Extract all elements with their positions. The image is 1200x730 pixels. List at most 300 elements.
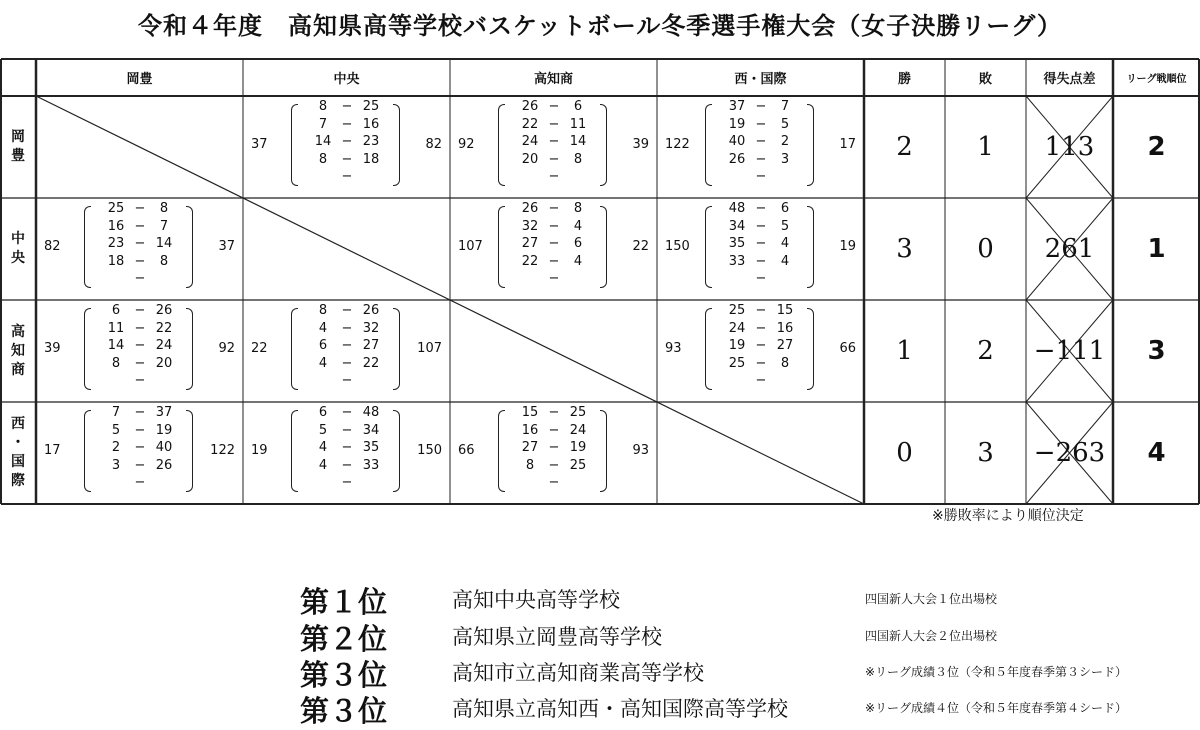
own-total: 82 <box>44 239 61 254</box>
match-cell <box>657 300 864 402</box>
quarter-row <box>105 253 175 271</box>
right-bracket <box>186 308 193 390</box>
right-bracket <box>393 104 400 186</box>
quarter-row <box>519 133 589 151</box>
dash: − <box>755 99 767 114</box>
point-diff-cell: −263 <box>1033 438 1106 468</box>
quarter-own: 22 <box>521 116 539 132</box>
quarter-row <box>726 302 796 320</box>
quarter-row <box>312 98 382 116</box>
dash: − <box>134 440 146 455</box>
quarter-own: 26 <box>521 201 539 216</box>
dash: − <box>134 422 146 438</box>
dash: − <box>341 422 353 438</box>
quarter-opponent: 5 <box>780 218 790 234</box>
dash: − <box>341 338 353 353</box>
dash: − <box>755 134 767 149</box>
quarter-own: 3 <box>111 457 121 473</box>
row-team-char: 豊 <box>11 148 25 164</box>
quarter-opponent: 8 <box>573 151 583 167</box>
dash: − <box>548 201 560 216</box>
opponent-total: 82 <box>425 137 442 152</box>
quarter-opponent: 4 <box>573 253 583 269</box>
quarter-row <box>519 200 589 218</box>
quarter-own: 26 <box>728 151 746 167</box>
quarter-row <box>105 200 175 218</box>
left-bracket <box>498 104 505 186</box>
dash: − <box>755 373 767 388</box>
quarter-row <box>312 151 382 169</box>
quarter-opponent: 22 <box>155 320 173 336</box>
quarter-row <box>726 116 796 134</box>
quarter-own: 32 <box>521 218 539 234</box>
quarter-row <box>312 133 382 151</box>
dash: − <box>134 218 146 234</box>
dash: − <box>341 373 353 388</box>
quarter-row <box>726 253 796 271</box>
dash: − <box>134 338 146 353</box>
dash: − <box>341 151 353 167</box>
match-cell <box>657 96 864 198</box>
result-school: 高知県立岡豊高等学校 <box>452 625 662 649</box>
quarter-own: 6 <box>318 338 328 353</box>
quarter-scores <box>105 404 175 492</box>
right-bracket <box>807 206 814 288</box>
opponent-total: 19 <box>839 239 856 254</box>
quarter-opponent: 32 <box>362 320 380 336</box>
quarter-row-empty <box>726 168 796 186</box>
wins-cell: 0 <box>896 438 913 468</box>
quarter-opponent: 24 <box>155 338 173 353</box>
match-cell <box>36 402 243 504</box>
dash: − <box>134 320 146 336</box>
quarter-scores <box>726 302 796 390</box>
right-bracket <box>807 104 814 186</box>
row-team-name <box>0 198 36 300</box>
dash: − <box>548 218 560 234</box>
quarter-opponent: 19 <box>155 422 173 438</box>
dash: − <box>755 320 767 336</box>
row-team-char: 西 <box>11 416 25 432</box>
quarter-scores <box>312 302 382 390</box>
quarter-own: 14 <box>314 134 332 149</box>
dash: − <box>548 151 560 167</box>
result-row <box>300 689 1200 728</box>
dash: − <box>341 134 353 149</box>
quarter-row <box>726 98 796 116</box>
dash: − <box>134 355 146 371</box>
dash: − <box>548 134 560 149</box>
quarter-own: 8 <box>318 99 328 114</box>
quarter-own: 48 <box>728 201 746 216</box>
quarter-opponent: 18 <box>362 151 380 167</box>
quarter-row-empty <box>726 372 796 390</box>
dash: − <box>755 271 767 286</box>
quarter-row <box>312 320 382 338</box>
header-wins: 勝 <box>897 71 911 87</box>
header-team: 中央 <box>333 71 360 87</box>
left-bracket <box>84 206 91 288</box>
quarter-own: 27 <box>521 440 539 455</box>
dash: − <box>548 475 560 490</box>
quarter-row <box>105 320 175 338</box>
quarter-scores <box>726 200 796 288</box>
quarter-opponent: 33 <box>362 457 380 473</box>
header-team: 岡豊 <box>126 71 153 87</box>
row-team-char: 際 <box>11 473 25 489</box>
quarter-row <box>726 133 796 151</box>
row-team-char: 知 <box>11 342 25 359</box>
quarter-row <box>312 302 382 320</box>
quarter-row <box>105 355 175 373</box>
quarter-row <box>105 337 175 355</box>
quarter-opponent: 25 <box>362 99 380 114</box>
quarter-own: 7 <box>111 405 121 420</box>
quarter-opponent: 24 <box>569 422 587 438</box>
quarter-own: 19 <box>728 116 746 132</box>
right-bracket <box>600 206 607 288</box>
quarter-row <box>726 218 796 236</box>
quarter-own: 4 <box>318 457 328 473</box>
dash: − <box>341 355 353 371</box>
point-diff-cell: 261 <box>1044 234 1095 264</box>
own-total: 150 <box>665 239 690 254</box>
quarter-scores <box>726 98 796 186</box>
quarter-row <box>105 422 175 440</box>
header-losses: 敗 <box>978 71 992 87</box>
quarter-own: 23 <box>107 236 125 251</box>
quarter-opponent: 26 <box>155 457 173 473</box>
dash: − <box>755 116 767 132</box>
quarter-opponent: 15 <box>776 303 794 318</box>
row-team-char: 高 <box>11 323 25 340</box>
quarter-own: 22 <box>521 253 539 269</box>
quarter-row-empty <box>519 270 589 288</box>
left-bracket <box>291 410 298 492</box>
quarter-opponent: 25 <box>569 405 587 420</box>
quarter-opponent: 22 <box>362 355 380 371</box>
dash: − <box>755 338 767 353</box>
quarter-row <box>105 235 175 253</box>
quarter-opponent: 14 <box>569 134 587 149</box>
quarter-opponent: 20 <box>155 355 173 371</box>
opponent-total: 66 <box>839 341 856 356</box>
result-place: 第２位 <box>300 622 388 656</box>
quarter-row <box>726 320 796 338</box>
dash: − <box>548 169 560 184</box>
dash: − <box>134 236 146 251</box>
quarter-own: 14 <box>107 338 125 353</box>
quarter-own: 6 <box>111 303 121 318</box>
quarter-opponent: 8 <box>159 253 169 269</box>
quarter-row <box>519 439 589 457</box>
quarter-row-empty <box>519 474 589 492</box>
wins-cell: 2 <box>896 132 913 162</box>
quarter-opponent: 8 <box>573 201 583 216</box>
match-cell <box>450 96 657 198</box>
point-diff-cell: 113 <box>1044 132 1095 162</box>
opponent-total: 122 <box>210 443 235 458</box>
result-remark: 四国新人大会１位出場校 <box>865 592 998 606</box>
quarter-row-empty <box>312 474 382 492</box>
quarter-own: 18 <box>107 253 125 269</box>
rank-cell: 1 <box>1147 234 1166 264</box>
opponent-total: 93 <box>632 443 649 458</box>
quarter-opponent: 14 <box>155 236 173 251</box>
quarter-row <box>726 200 796 218</box>
quarter-row <box>726 337 796 355</box>
dash: − <box>341 440 353 455</box>
dash: − <box>134 457 146 473</box>
quarter-opponent: 26 <box>155 303 173 318</box>
quarter-opponent: 5 <box>780 116 790 132</box>
quarter-opponent: 7 <box>159 218 169 234</box>
quarter-own: 40 <box>728 134 746 149</box>
quarter-row <box>519 457 589 475</box>
ranking-note: ※勝敗率により順位決定 <box>932 508 1084 524</box>
quarter-row-empty <box>519 168 589 186</box>
dash: − <box>134 373 146 388</box>
quarter-row <box>105 218 175 236</box>
left-bracket <box>84 308 91 390</box>
header-rank: リーグ戦順位 <box>1126 73 1187 85</box>
dash: − <box>548 422 560 438</box>
header-point-diff: 得失点差 <box>1043 71 1096 87</box>
result-remark: ※リーグ成績４位（令和５年度春季第４シード） <box>865 701 1128 715</box>
quarter-opponent: 27 <box>776 338 794 353</box>
match-cell <box>36 300 243 402</box>
dash: − <box>341 457 353 473</box>
row-team-char: ・ <box>11 435 25 451</box>
quarter-row <box>519 404 589 422</box>
own-total: 19 <box>251 443 268 458</box>
quarter-opponent: 8 <box>159 201 169 216</box>
dash: − <box>755 218 767 234</box>
quarter-opponent: 26 <box>362 303 380 318</box>
dash: − <box>341 169 353 184</box>
dash: − <box>755 303 767 318</box>
quarter-scores <box>105 200 175 288</box>
opponent-total: 37 <box>218 239 235 254</box>
dash: − <box>755 253 767 269</box>
rank-cell: 2 <box>1147 132 1166 162</box>
row-team-char: 中 <box>11 231 25 247</box>
quarter-own: 35 <box>728 236 746 251</box>
opponent-total: 22 <box>632 239 649 254</box>
right-bracket <box>807 308 814 390</box>
dash: − <box>548 271 560 286</box>
quarter-own: 25 <box>728 355 746 371</box>
quarter-own: 2 <box>111 440 121 455</box>
dash: − <box>755 169 767 184</box>
page-title: 令和４年度 高知県高等学校バスケットボール冬季選手権大会（女子決勝リーグ） <box>137 12 1063 40</box>
row-team-char: 商 <box>11 361 25 378</box>
losses-cell: 1 <box>977 132 994 162</box>
quarter-own: 16 <box>521 422 539 438</box>
quarter-opponent: 4 <box>573 218 583 234</box>
left-bracket <box>705 308 712 390</box>
quarter-opponent: 48 <box>362 405 380 420</box>
match-cell <box>450 198 657 300</box>
result-place: 第１位 <box>300 585 388 619</box>
quarter-own: 5 <box>318 422 328 438</box>
own-total: 22 <box>251 341 268 356</box>
result-row <box>300 653 1200 692</box>
quarter-scores <box>519 404 589 492</box>
quarter-row <box>519 116 589 134</box>
dash: − <box>341 303 353 318</box>
quarter-own: 24 <box>728 320 746 336</box>
quarter-row-empty <box>312 168 382 186</box>
wins-cell: 3 <box>896 234 913 264</box>
quarter-row-empty <box>105 372 175 390</box>
quarter-row <box>519 98 589 116</box>
right-bracket <box>186 410 193 492</box>
match-cell <box>657 198 864 300</box>
quarter-opponent: 6 <box>780 201 790 216</box>
left-bracket <box>705 206 712 288</box>
quarter-row <box>312 116 382 134</box>
quarter-row <box>726 151 796 169</box>
quarter-row <box>312 439 382 457</box>
quarter-scores <box>312 404 382 492</box>
quarter-opponent: 27 <box>362 338 380 353</box>
losses-cell: 2 <box>977 336 994 366</box>
quarter-own: 37 <box>728 99 746 114</box>
row-team-name <box>0 300 36 402</box>
opponent-total: 17 <box>839 137 856 152</box>
dash: − <box>134 475 146 490</box>
row-team-name <box>0 402 36 504</box>
dash: − <box>548 457 560 473</box>
dash: − <box>134 201 146 216</box>
opponent-total: 92 <box>218 341 235 356</box>
quarter-row <box>726 355 796 373</box>
result-remark: ※リーグ成績３位（令和５年度春季第３シード） <box>865 665 1128 679</box>
row-team-char: 国 <box>11 454 25 470</box>
point-diff-cell: −111 <box>1033 336 1106 366</box>
dash: − <box>755 355 767 371</box>
result-place: 第３位 <box>300 658 388 692</box>
own-total: 107 <box>458 239 483 254</box>
dash: − <box>755 236 767 251</box>
quarter-opponent: 8 <box>780 355 790 371</box>
quarter-opponent: 11 <box>569 116 587 132</box>
quarter-opponent: 4 <box>780 236 790 251</box>
quarter-own: 24 <box>521 134 539 149</box>
quarter-row-empty <box>105 270 175 288</box>
quarter-opponent: 2 <box>780 134 790 149</box>
quarter-opponent: 25 <box>569 457 587 473</box>
quarter-opponent: 37 <box>155 405 173 420</box>
quarter-opponent: 40 <box>155 440 173 455</box>
quarter-row <box>312 355 382 373</box>
quarter-own: 16 <box>107 218 125 234</box>
quarter-own: 7 <box>318 116 328 132</box>
quarter-opponent: 35 <box>362 440 380 455</box>
quarter-own: 26 <box>521 99 539 114</box>
result-school: 高知中央高等学校 <box>452 588 620 612</box>
dash: − <box>548 405 560 420</box>
quarter-opponent: 19 <box>569 440 587 455</box>
left-bracket <box>84 410 91 492</box>
quarter-opponent: 4 <box>780 253 790 269</box>
right-bracket <box>600 410 607 492</box>
quarter-row <box>312 404 382 422</box>
quarter-opponent: 34 <box>362 422 380 438</box>
quarter-own: 8 <box>318 151 328 167</box>
own-total: 17 <box>44 443 61 458</box>
header-team: 西・国際 <box>734 71 787 87</box>
quarter-row <box>105 404 175 422</box>
result-place: 第３位 <box>300 694 388 728</box>
match-cell <box>243 96 450 198</box>
quarter-row <box>519 253 589 271</box>
row-team-char: 央 <box>11 250 25 266</box>
dash: − <box>548 99 560 114</box>
quarter-opponent: 3 <box>780 151 790 167</box>
quarter-row-empty <box>726 270 796 288</box>
own-total: 122 <box>665 137 690 152</box>
result-school: 高知県立高知西・高知国際高等学校 <box>452 697 788 721</box>
quarter-row <box>519 151 589 169</box>
right-bracket <box>393 410 400 492</box>
right-bracket <box>600 104 607 186</box>
quarter-opponent: 6 <box>573 99 583 114</box>
left-bracket <box>705 104 712 186</box>
dash: − <box>341 405 353 420</box>
quarter-opponent: 23 <box>362 134 380 149</box>
quarter-row <box>519 218 589 236</box>
quarter-own: 34 <box>728 218 746 234</box>
quarter-own: 5 <box>111 422 121 438</box>
dash: − <box>548 236 560 251</box>
quarter-own: 27 <box>521 236 539 251</box>
left-bracket <box>498 206 505 288</box>
own-total: 37 <box>251 137 268 152</box>
quarter-own: 4 <box>318 320 328 336</box>
quarter-row <box>726 235 796 253</box>
result-school: 高知市立高知商業高等学校 <box>452 661 704 685</box>
match-cell <box>36 198 243 300</box>
dash: − <box>341 116 353 132</box>
match-cell <box>450 402 657 504</box>
dash: − <box>548 440 560 455</box>
left-bracket <box>291 104 298 186</box>
quarter-row-empty <box>105 474 175 492</box>
dash: − <box>134 405 146 420</box>
quarter-own: 25 <box>728 303 746 318</box>
quarter-own: 33 <box>728 253 746 269</box>
quarter-scores <box>105 302 175 390</box>
quarter-row <box>105 302 175 320</box>
dash: − <box>341 320 353 336</box>
dash: − <box>134 253 146 269</box>
quarter-own: 8 <box>318 303 328 318</box>
quarter-scores <box>312 98 382 186</box>
quarter-own: 8 <box>111 355 121 371</box>
own-total: 66 <box>458 443 475 458</box>
quarter-opponent: 16 <box>362 116 380 132</box>
quarter-own: 6 <box>318 405 328 420</box>
quarter-own: 15 <box>521 405 539 420</box>
losses-cell: 3 <box>977 438 994 468</box>
opponent-total: 39 <box>632 137 649 152</box>
left-bracket <box>498 410 505 492</box>
header-team: 高知商 <box>533 71 573 87</box>
result-row <box>300 617 1200 656</box>
row-team-char: 岡 <box>11 129 25 145</box>
